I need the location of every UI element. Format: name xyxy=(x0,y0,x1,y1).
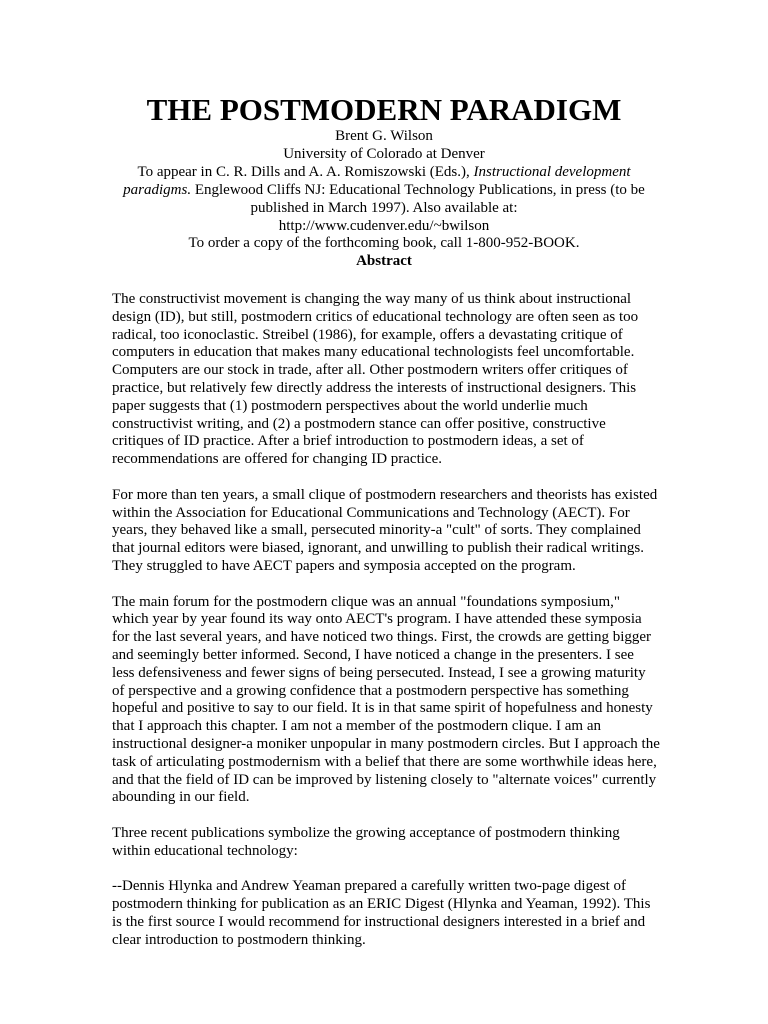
body-paragraph: The main forum for the postmodern clique was an annual "foundations symposium," which year by year found its way onto AECT's program. I have attended these symposia for the last several years, and have noticed two things. First, the crowds are getting bigger and seemingly better informed. Second, I have noticed a change in the presenters. I see less defensiveness and fewer signs of being persecuted. Instead, I see a growing maturity of perspective and a growing confidence that a postmodern perspective has something hopeful and positive to say to our field. It is in that same spirit of hopefulness and honesty that I approach this chapter. I am not a member of the postmodern clique. I am an instructional designer-a moniker unpopular in many postmodern circles. But I approach the task of articulating postmodernism with a belief that there are some worthwhile ideas here, and that the field of ID can be improved by listening closely to "alternate voices" currently abounding in our field. xyxy=(112,593,660,806)
document-title: THE POSTMODERN PARADIGM xyxy=(146,92,622,127)
document-body xyxy=(112,291,660,967)
order-note: To order a copy of the forthcoming book, call 1-800-952-BOOK. xyxy=(188,235,580,252)
publication-suffix: Englewood Cliffs NJ: Educational Technology Publications, in press (to be published in March 1997). Also available at: xyxy=(191,181,645,216)
publication-note xyxy=(112,164,656,218)
body-paragraph: --Dennis Hlynka and Andrew Yeaman prepared a carefully written two-page digest of postmodern thinking for publication as an ERIC Digest (Hlynka and Yeaman, 1992). This is the first source I would recommend for instructional designers interested in a brief and clear introduction to postmodern thinking. xyxy=(112,878,651,948)
body-paragraph: For more than ten years, a small clique of postmodern researchers and theorists has existed within the Association for Educational Communications and Technology (AECT). For years, they behaved like a small, persecuted minority-a "cult" of sorts. They complained that journal editors were biased, ignorant, and unwilling to publish their radical writings. They struggled to have AECT papers and symposia accepted on the program. xyxy=(112,486,658,574)
body-paragraph: Three recent publications symbolize the growing acceptance of postmodern thinking within educational technology: xyxy=(112,824,620,859)
document-header xyxy=(112,128,656,271)
abstract-paragraph: The constructivist movement is changing the way many of us think about instructional design (ID), but still, postmodern critics of educational technology are often seen as too radical, too iconoclastic. Streibel (1986), for example, offers a devastating critique of computers in education that makes many educational technologists feel uncomfortable. Computers are our stock in trade, after all. Other postmodern writers offer critiques of practice, but relatively few directly address the interests of instructional designers. This paper suggests that (1) postmodern perspectives about the world underlie much constructivist writing, and (2) a postmodern stance can offer positive, constructive critiques of ID practice. After a brief introduction to postmodern ideas, a set of recommendations are offered for changing ID practice. xyxy=(112,291,639,468)
book-title: Instructional development paradigms. xyxy=(123,163,631,198)
author-name: Brent G. Wilson xyxy=(335,128,433,144)
author-affiliation: University of Colorado at Denver xyxy=(283,145,485,162)
availability-url: http://www.cudenver.edu/~bwilson xyxy=(278,217,490,234)
publication-prefix: To appear in C. R. Dills and A. A. Romiszowski (Eds.), xyxy=(137,163,474,180)
abstract-heading: Abstract xyxy=(356,253,412,270)
